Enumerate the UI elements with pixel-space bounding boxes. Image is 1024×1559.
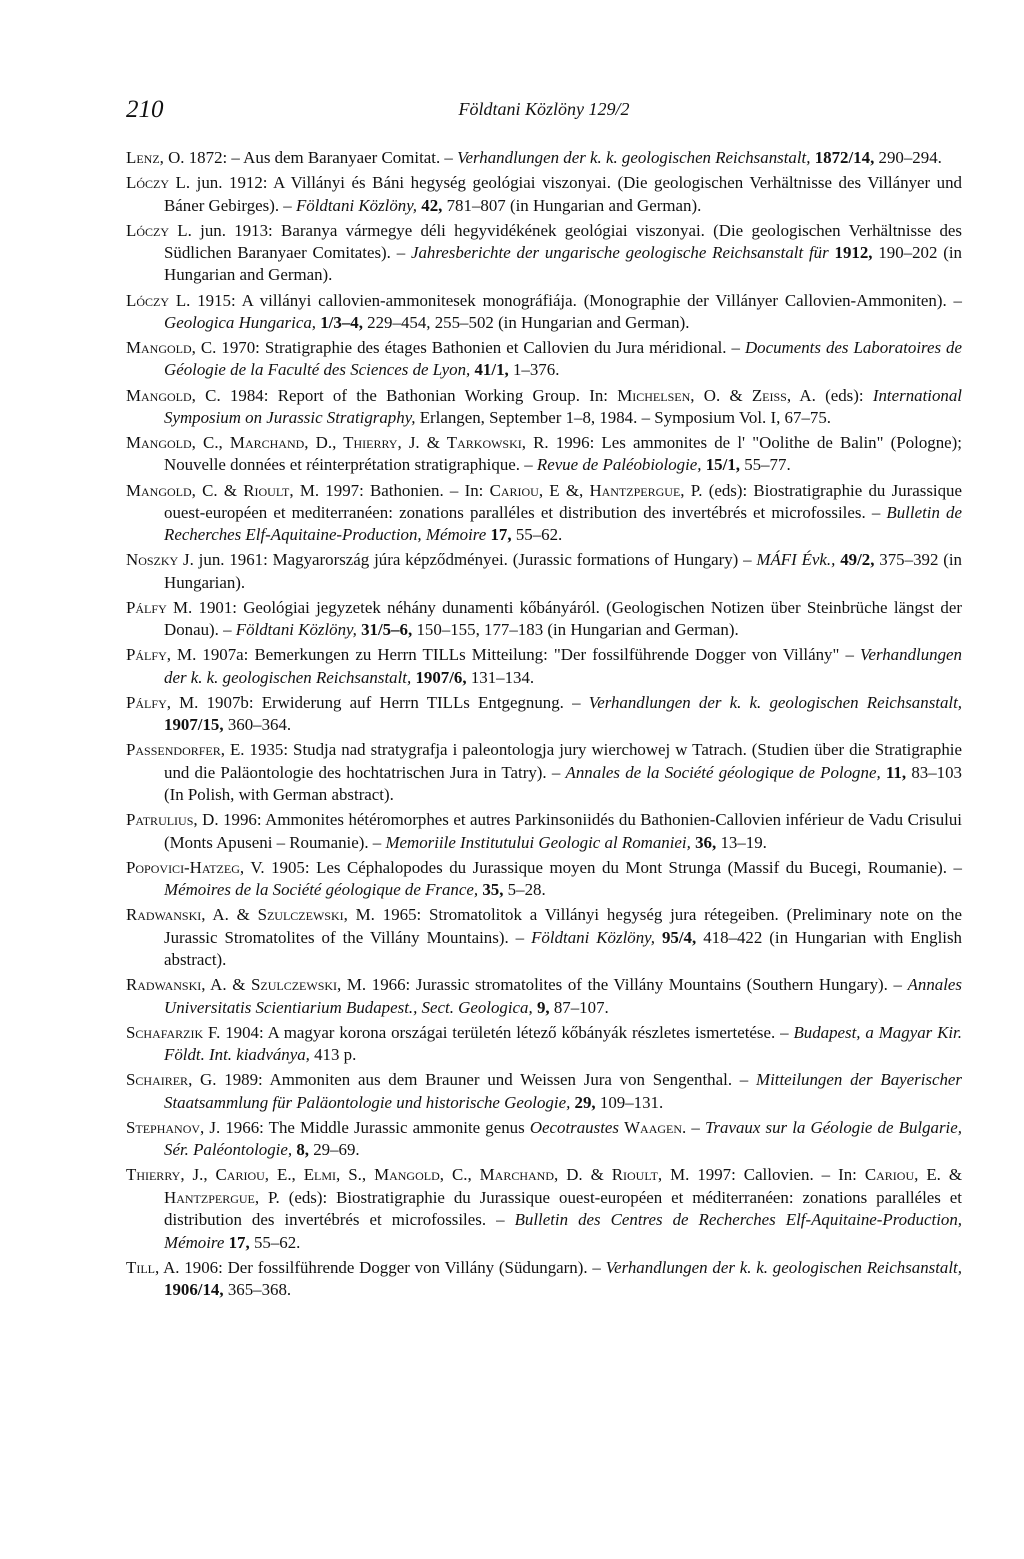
reference-text: 1/3–4, [320,312,363,332]
reference-text: Lenz, O. [126,148,185,167]
reference-text: 360–364. [223,715,292,735]
reference-text: 11, [885,762,907,782]
reference-entry [126,857,962,902]
reference-entry [126,1022,962,1067]
reference-text: MÁFI Évk., [756,550,836,570]
reference-text: 1905: Les Céphalopodes du Jurassique moyen du Mont Strunga (Massif du Bucegi, Roumanie). – [264,857,962,877]
reference-text: 13–19. [716,832,767,852]
reference-text: 35, [482,880,504,900]
reference-text: Thierry, J., Cariou, E., Elmi, S., Mangold, C., Marchand, D. & Rioult, M. [126,1165,690,1185]
reference-text: Pálfy, M. [126,645,197,665]
reference-text: Radwanski, A. & Szulczewski, M. [126,975,367,995]
reference-text: & [720,385,752,405]
reference-text: Zeiss, A. [751,385,816,405]
page-header [126,96,962,136]
reference-entry [126,1257,962,1302]
reference-text: Popovici-Hatzeg, V. [126,857,265,877]
reference-text: 1989: Ammoniten aus dem Brauner und Weissen Jura von Sengenthal. – [216,1070,757,1090]
reference-text: jun. 1961: Magyarország júra képződményei. (Jurassic formations of Hungary) – [193,550,757,570]
reference-text: Stephanov, J. [126,1117,221,1137]
reference-text: 1965: Stromatolitok a Villányi hegység jura rétegeiben. (Preliminary note on the Jurassic Stromatolites of the Villány Mountains). – [164,905,963,947]
reference-text: 229–454, 255–502 (in Hungarian and German). [362,312,690,332]
reference-text: Verhandlungen der k. k. geologischen Reichsanstalt, [588,692,963,712]
reference-text: Mangold, C., Marchand, D., Thierry, J. & Tarkowski, R. [126,433,549,452]
reference-text: 1912, [834,243,873,262]
reference-text: Mangold, C. [126,338,217,357]
reference-entry [126,385,962,430]
reference-text: 190–202 (in Hungarian and German). [164,243,962,285]
reference-text: Documents des Laboratoires de Géologie de la Faculté des Sciences de Lyon, [164,338,962,380]
reference-text: 1935: Studja nad stratygrafja i paleontologja jury wierchowej w Tatrach. (Studien über die Stratigraphie und die Paläontologie des hochtatrischen Jura in Tatry). – [164,740,962,782]
reference-text: 1970: Stratigraphie des étages Bathonien et Callovien du Jura méridional. – [216,338,745,357]
reference-text: Annales de la Société géologique de Pologne, [565,762,881,782]
reference-text: Pálfy, M. [126,692,199,712]
reference-text: (eds): Biostratigraphie du Jurassique ouest-européen et mediterranéen: zonations paralléles et distribution des invertébrés et microfossiles. – [164,480,962,522]
reference-text: Földtani Közlöny, [531,927,655,947]
reference-text: 17, [490,525,512,545]
reference-text: – [686,1117,705,1137]
reference-text: 41/1, [474,360,509,380]
reference-text: Jahresberichte der ungarische geologische Reichsanstalt für [410,243,829,262]
reference-text: 1915: A villányi callovien-ammonitesek monográfiája. (Monographie der Villányer Callovien-Ammoniten). – [190,290,962,310]
reference-text: Passendorfer, E. [126,740,245,760]
reference-entry [126,1117,962,1162]
reference-entry [126,692,962,737]
reference-text: 36, [695,832,717,852]
reference-text: 1906: Der fossilführende Dogger von Villány (Südungarn). – [179,1257,606,1277]
reference-text: 1997: Bathonien. – In: [319,480,490,500]
reference-text: Mémoires de la Société géologique de France, [164,880,479,900]
reference-text: 1872/14, [814,148,875,167]
reference-entry [126,1069,962,1114]
reference-entry [126,549,962,594]
reference-text: 1906/14, [164,1280,224,1300]
reference-entry [126,974,962,1019]
reference-text: 1907/15, [164,715,224,735]
reference-text: Schafarzik F. [126,1022,221,1042]
reference-text: Revue de Paléobiologie, [536,455,702,475]
reference-entry [126,1164,962,1254]
reference-text: 9, [536,997,550,1017]
reference-text: Verhandlungen der k. k. geologischen Reichsanstalt, [457,148,811,167]
reference-text: 55–62. [511,525,563,545]
reference-text: 1901: Geológiai jegyzetek néhány dunamenti kőbányáról. (Geologischen Notizen über Steinbrüche längst der Donau). – [164,597,962,640]
reference-text [655,928,662,947]
reference-text: Oecotraustes [529,1117,619,1137]
reference-text: 1904: A magyar korona országai területén létező kőbányák részletes ismertetése. – [220,1022,794,1042]
reference-text: 29, [574,1092,596,1112]
reference-text: 15/1, [705,455,740,475]
reference-text: 375–392 (in Hungarian). [164,550,963,592]
reference-text: Bulletin des Centres de Recherches Elf-Aquitaine-Production, Mémoire [164,1210,963,1252]
reference-text: Cariou, E &, Hantzpergue, P. [489,480,703,500]
reference-text: 1907b: Erwiderung auf Herrn TILLs Entgegnung. – [198,692,589,712]
reference-text: International Symposium on Jurassic Stratigraphy, [164,385,962,427]
reference-text: 55–77. [740,455,791,475]
reference-text: 1966: The Middle Jurassic ammonite genus [220,1117,530,1137]
reference-text: 1872: – Aus dem Baranyaer Comitat. – [184,148,458,167]
reference-text: Budapest, a Magyar Kir. Földt. Int. kiadványa, [164,1022,962,1065]
reference-entry [126,597,962,642]
reference-text: Földtani Közlöny, [235,620,357,640]
running-title: Földtani Közlöny 129/2 [458,99,630,119]
reference-text: Bulletin de Recherches Elf-Aquitaine-Production, Mémoire [164,502,962,545]
reference-entry [126,809,962,854]
reference-text: Pálfy M. [126,597,193,617]
reference-text: Lóczy L. [126,220,192,240]
reference-text: 781–807 (in Hungarian and German). [442,195,702,215]
reference-text: 413 p. [309,1045,357,1065]
reference-text: Lóczy L. [126,290,191,310]
reference-text: 87–107. [549,997,609,1017]
page-number: 210 [126,96,164,123]
reference-entry [126,432,962,477]
reference-text: Michelsen, O. [617,385,721,405]
reference-text: Annales Universitatis Scientiarium Budapest., Sect. Geologica, [164,975,962,1017]
reference-text: Erlangen, September 1–8, 1984. – Symposium Vol. I, 67–75. [415,407,832,427]
reference-text: 31/5–6, [361,620,413,640]
reference-text: 5–28. [503,880,546,900]
reference-text: 150–155, 177–183 (in Hungarian and German). [412,620,739,640]
reference-entry [126,739,962,806]
reference-text: jun. 1913: Baranya vármegye déli hegyvidékének geológiai viszonyai. (Die geologischen Verhältnisse des Südlichen Baranyaer Comitates). – [164,220,963,262]
reference-text: Verhandlungen der k. k. geologischen Reichsanstalt, [164,645,962,687]
reference-text: Geologica Hungarica, [164,312,316,332]
reference-text: 42, [421,195,443,215]
reference-entry [126,290,962,335]
reference-text: Patrulius, D. [126,810,219,830]
reference-text: 290–294. [874,148,942,167]
reference-text: Memoriile Institutului Geologic al Romaniei, [385,832,691,852]
reference-text: 95/4, [661,927,697,947]
reference-text: 17, [228,1232,250,1252]
reference-text: 1907a: Bemerkungen zu Herrn TILLs Mitteilung: "Der fossilführende Dogger von Villány" – [196,645,861,665]
reference-text: Travaux sur la Géologie de Bulgarie, Sér. Paléontologie, [164,1117,962,1160]
reference-entry [126,220,962,287]
reference-text: Cariou, E. & Hantzpergue, P. [164,1165,962,1207]
reference-text: jun. 1912: A Villányi és Báni hegység geológiai viszonyai. (Die geologischen Verhältnisse des Villányer und Báner Gebirges). – [164,173,962,215]
reference-entry [126,147,962,169]
reference-text: Radwanski, A. & Szulczewski, M. [126,905,375,925]
reference-text: Mangold, C. & Rioult, M. [126,480,320,500]
reference-text: 29–69. [308,1140,360,1160]
reference-text: 1996: Les ammonites de l' "Oolithe de Balin" (Pologne); Nouvelle données et réinterprétation stratigraphique. – [164,433,962,475]
reference-text: 83–103 (In Polish, with German abstract). [164,762,962,805]
reference-text: (eds): Biostratigraphie du Jurassique ouest-européen et méditerranéen: zonations paralléles et distribution des invertébrés et microfossiles. – [164,1187,962,1230]
reference-list [126,147,962,1304]
reference-text: Noszky J. [126,550,194,570]
reference-text: Lóczy L. [126,173,191,193]
reference-entry [126,480,962,547]
reference-entry [126,644,962,689]
reference-entry [126,904,962,971]
reference-text: 1984: Report of the Bathonian Working Group. In: [220,385,618,405]
reference-text: 55–62. [249,1232,301,1252]
reference-text: 365–368. [223,1280,292,1300]
reference-text: Verhandlungen der k. k. geologischen Reichsanstalt, [605,1257,962,1277]
reference-text: 1966: Jurassic stromatolites of the Villány Mountains (Southern Hungary). – [366,975,908,995]
reference-text: (eds): [815,385,873,405]
reference-text: 418–422 (in Hungarian with English abstract). [164,927,962,970]
reference-text: 131–134. [466,667,535,687]
reference-text: 49/2, [840,550,875,570]
reference-text: 1997: Callovien. – In: [689,1165,865,1185]
reference-entry [126,172,962,217]
reference-text: 1–376. [508,360,560,380]
reference-text: 1907/6, [415,667,467,687]
reference-text: 1996: Ammonites hétéromorphes et autres Parkinsoniidés du Bathonien-Callovien inférieur de Vadu Crisului (Monts Apuseni – Roumanie). – [164,810,962,852]
reference-text: 109–131. [595,1092,664,1112]
reference-text: Waagen. [624,1117,687,1137]
reference-text: Mangold, C. [126,385,221,405]
reference-text: Mitteilungen der Bayerischer Staatsammlung für Paläontologie und historische Geologie, [164,1070,962,1112]
reference-text: Földtani Közlöny, [295,195,418,215]
reference-entry [126,337,962,382]
reference-text: Schairer, G. [126,1070,217,1090]
reference-text: Till, A. [126,1257,180,1277]
reference-text: 8, [296,1140,309,1160]
